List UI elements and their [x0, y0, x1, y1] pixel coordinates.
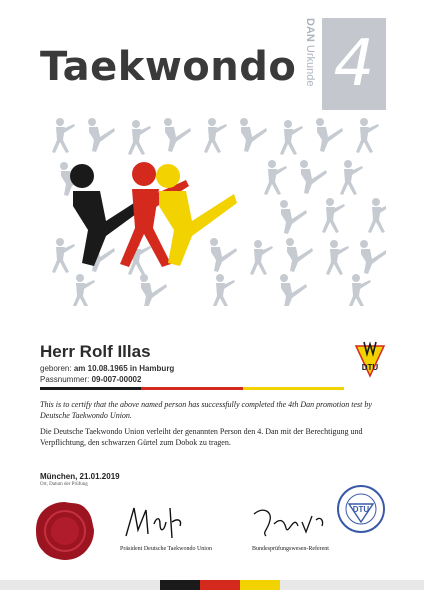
wax-seal	[34, 500, 96, 562]
referent-signature	[250, 502, 330, 547]
pass-value: 09-007-00002	[91, 375, 142, 384]
place-date: München, 21.01.2019	[40, 472, 120, 481]
bar-black	[160, 580, 200, 590]
bar-gold	[240, 580, 280, 590]
dtu-stamp-icon	[336, 484, 386, 534]
dtu-stamp-text: DTU	[352, 505, 370, 514]
gold-figure	[156, 164, 237, 266]
referent-signature-mark	[250, 502, 330, 542]
president-signature	[120, 500, 190, 547]
dtu-logo-icon	[354, 340, 386, 386]
referent-caption: Bundesprüfungswesen-Referent	[252, 546, 329, 552]
stripe-black	[40, 387, 141, 390]
wax-seal-icon	[34, 500, 96, 562]
dan-urkunde-label	[302, 18, 316, 110]
flag-stripe	[40, 387, 344, 390]
dan-number: 4	[333, 27, 375, 101]
bar-red	[200, 580, 240, 590]
recipient-name: Herr Rolf Illas	[40, 342, 151, 361]
birth-info	[40, 364, 174, 373]
urkunde-label: Urkunde	[304, 44, 316, 87]
bar-gray-right	[280, 580, 424, 590]
dan-number-box	[322, 18, 386, 110]
bottom-color-bar	[0, 580, 424, 590]
dtu-stamp	[336, 484, 386, 534]
stripe-gold	[243, 387, 344, 390]
pass-info	[40, 375, 141, 384]
dan-label: DAN	[304, 18, 316, 42]
pass-label: Passnummer:	[40, 375, 90, 384]
stripe-red	[141, 387, 242, 390]
certification-text-english: This is to certify that the above named person has successfully completed the 4th Dan promotion test by Deutsche Taekwondo Union.	[40, 400, 372, 420]
bar-gray	[0, 580, 160, 590]
certification-text-german: Die Deutsche Taekwondo Union verleiht der genannten Person den 4. Dan mit der Berechtigung und Verpflichtung, den schwarzen Gürtel zum Dobok zu tragen.	[40, 427, 363, 447]
born-value: am 10.08.1965 in Hamburg	[73, 364, 175, 373]
figures-svg	[40, 116, 386, 306]
born-label: geboren:	[40, 364, 72, 373]
dtu-logo-text: DTU	[361, 363, 379, 372]
taekwondo-figures-graphic	[40, 116, 386, 306]
page-title: Taekwondo	[40, 44, 297, 90]
dtu-logo	[354, 340, 386, 386]
place-date-caption: Ort, Datum der Prüfung	[40, 482, 88, 487]
president-caption: Präsident Deutsche Taekwondo Union	[120, 546, 212, 552]
president-signature-mark	[120, 500, 190, 542]
